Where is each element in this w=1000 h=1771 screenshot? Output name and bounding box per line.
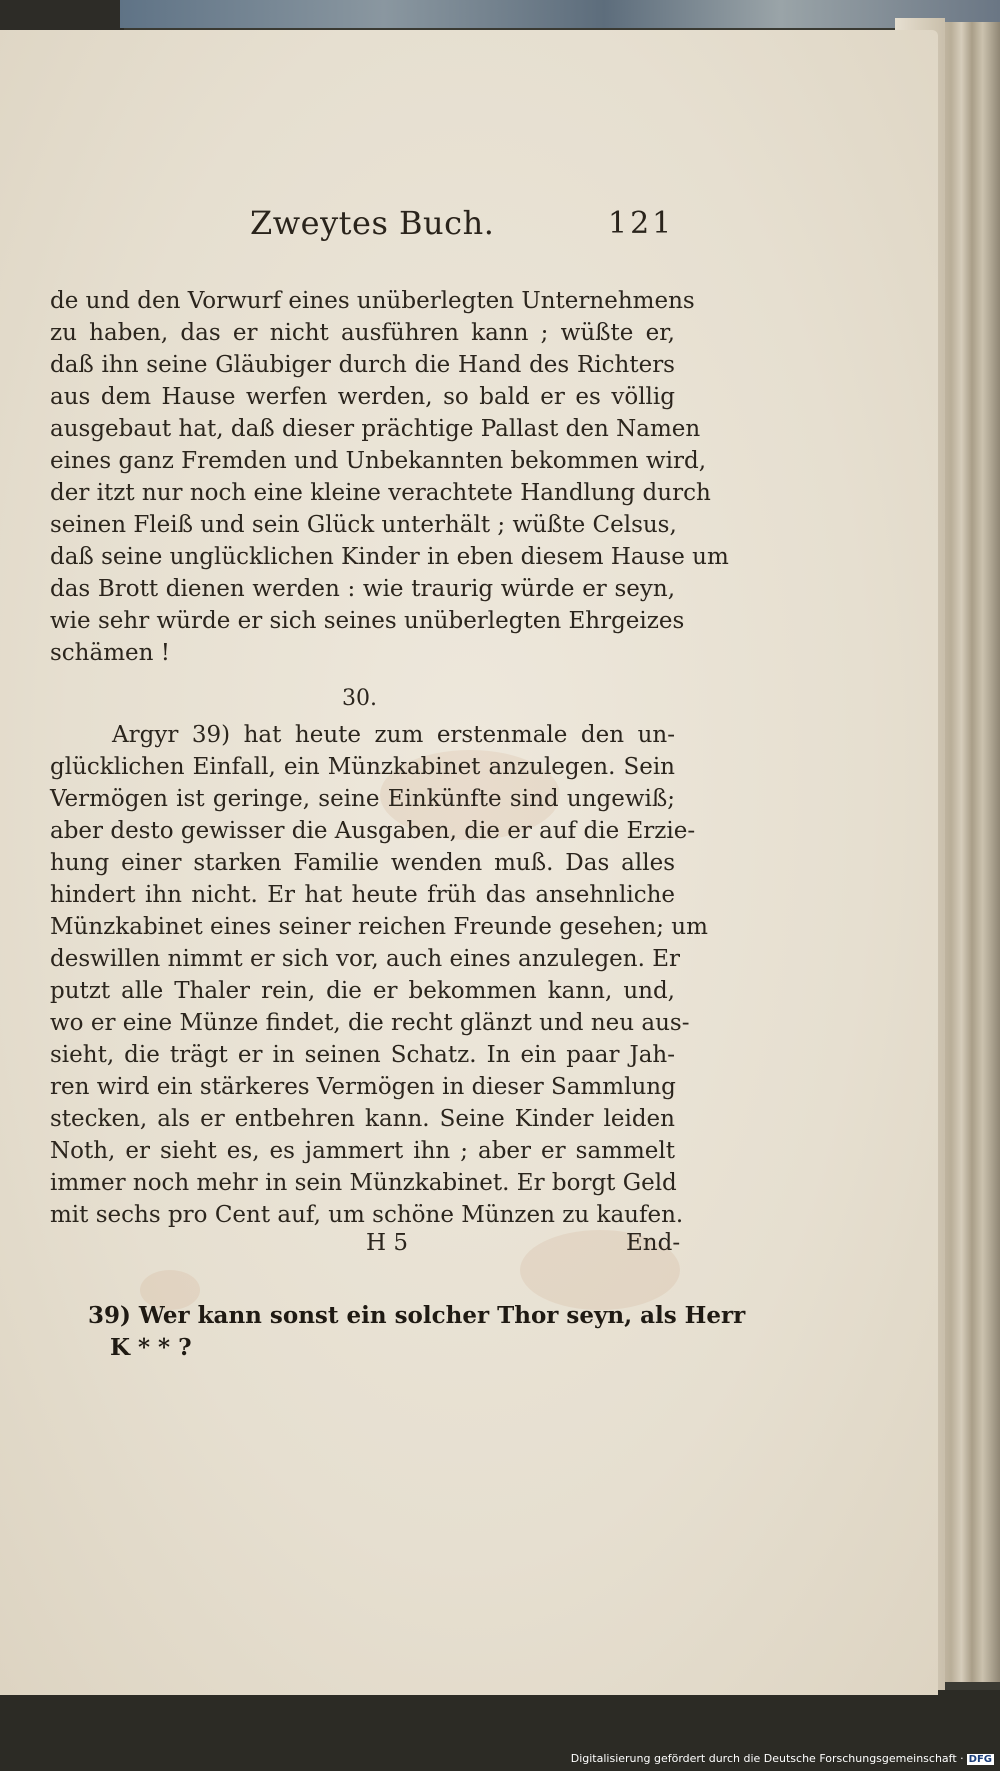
digitization-credit	[571, 1752, 994, 1765]
signature-mark: H 5	[366, 1230, 409, 1256]
text-line: Vermögen ist geringe, seine Einkünfte sind ungewiß;	[50, 786, 675, 812]
page-number: 121	[608, 206, 675, 241]
section-number: 30.	[342, 686, 377, 711]
book-binding-dark	[0, 0, 124, 34]
text-line: der itzt nur noch eine kleine verachtete Handlung durch	[50, 480, 711, 506]
text-line: glücklichen Einfall, ein Münzkabinet anzulegen. Sein	[50, 754, 675, 780]
text-line: wo er eine Münze findet, die recht glänzt und neu aus-	[50, 1010, 690, 1036]
footnote-line: 39) Wer kann sonst ein solcher Thor seyn, als Herr	[88, 1302, 746, 1329]
text-line: Noth, er sieht es, es jammert ihn ; aber er sammelt	[50, 1138, 675, 1164]
text-line: mit sechs pro Cent auf, um schöne Münzen zu kaufen.	[50, 1202, 684, 1228]
text-line: ausgebaut hat, daß dieser prächtige Pallast den Namen	[50, 416, 701, 442]
text-line: aber desto gewisser die Ausgaben, die er auf die Erzie-	[50, 818, 696, 844]
text-line: putzt alle Thaler rein, die er bekommen kann, und,	[50, 978, 675, 1004]
text-line: hung einer starken Familie wenden muß. Das alles	[50, 850, 675, 876]
book-binding-cover	[120, 0, 1000, 28]
text-line: immer noch mehr in sein Münzkabinet. Er borgt Geld	[50, 1170, 677, 1196]
text-line: Münzkabinet eines seiner reichen Freunde gesehen; um	[50, 914, 708, 940]
text-line: zu haben, das er nicht ausführen kann ; wüßte er,	[50, 320, 675, 346]
text-line: ren wird ein stärkeres Vermögen in dieser Sammlung	[50, 1074, 676, 1100]
running-head-title: Zweytes Buch.	[250, 204, 495, 242]
dfg-logo-icon: DFG	[968, 1754, 992, 1765]
credit-text: Digitalisierung gefördert durch die Deutsche Forschungsgemeinschaft ·	[570, 1752, 964, 1765]
text-line: das Brott dienen werden : wie traurig würde er seyn,	[50, 576, 675, 602]
text-line: eines ganz Fremden und Unbekannten bekommen wird,	[50, 448, 707, 474]
text-line: Argyr 39) hat heute zum erstenmale den un-	[112, 722, 675, 748]
text-line: sieht, die trägt er in seinen Schatz. In ein paar Jah-	[50, 1042, 675, 1068]
text-line: stecken, als er entbehren kann. Seine Kinder leiden	[50, 1106, 675, 1132]
text-line: hindert ihn nicht. Er hat heute früh das ansehnliche	[50, 882, 675, 908]
catchword: End-	[626, 1230, 681, 1256]
text-line: de und den Vorwurf eines unüberlegten Unternehmens	[50, 288, 695, 314]
text-line: aus dem Hause werfen werden, so bald er es völlig	[50, 384, 675, 410]
footnote-line: K * * ?	[110, 1334, 192, 1361]
text-line: schämen !	[50, 640, 170, 666]
text-line: daß seine unglücklichen Kinder in eben diesem Hause um	[50, 544, 729, 570]
text-line: daß ihn seine Gläubiger durch die Hand des Richters	[50, 352, 675, 378]
text-line: seinen Fleiß und sein Glück unterhält ; wüßte Celsus,	[50, 512, 677, 538]
text-line: wie sehr würde er sich seines unüberlegten Ehrgeizes	[50, 608, 685, 634]
text-line: deswillen nimmt er sich vor, auch eines anzulegen. Er	[50, 946, 680, 972]
